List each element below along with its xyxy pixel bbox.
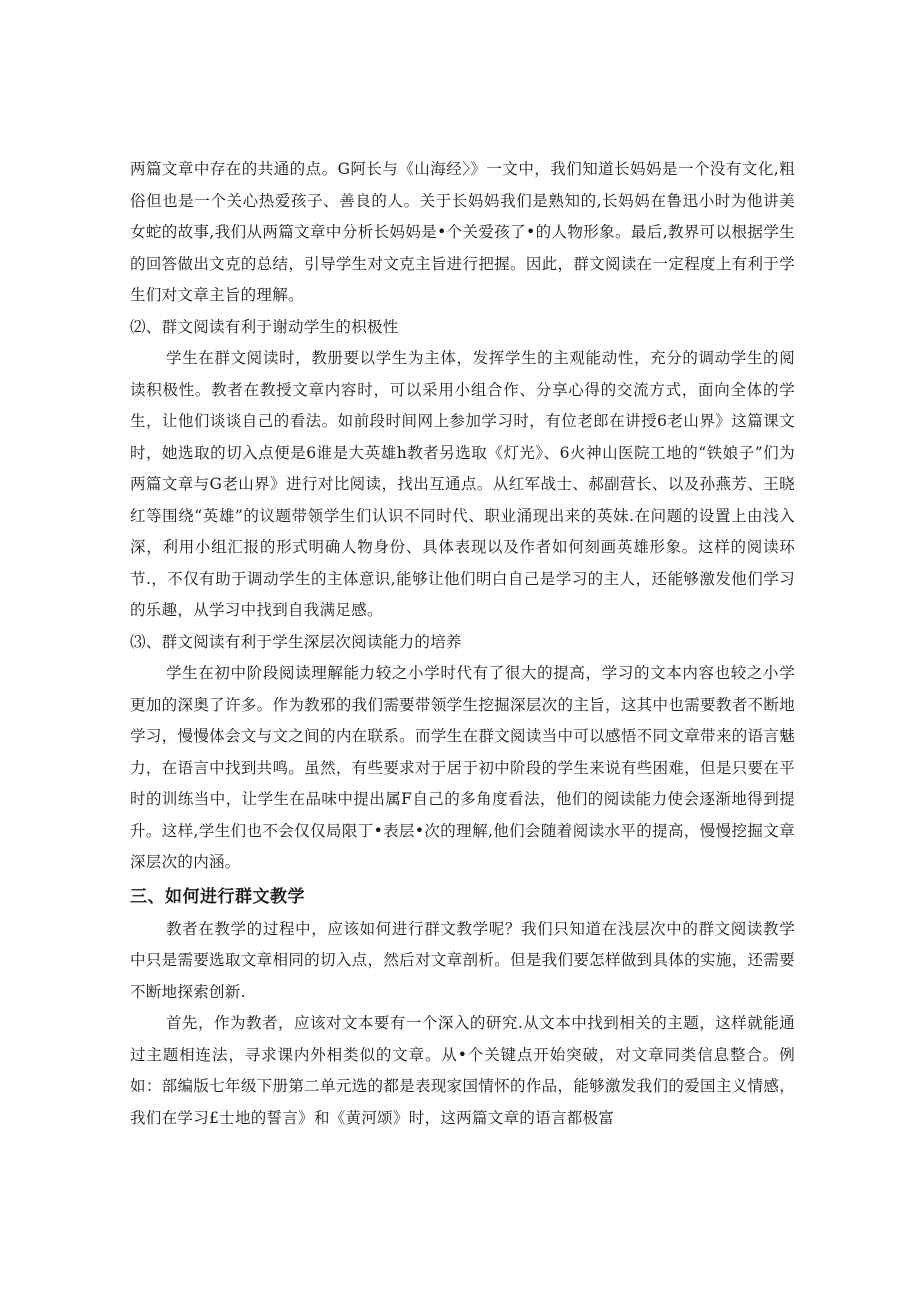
subheading-2: ⑵、群文阅读有利于谢动学生的枳极性: [130, 317, 399, 336]
section-heading: 三、如何进行群文教学: [130, 886, 305, 907]
paragraph-4: 教者在教学的过程中，应该如何进行群文教学呢？我们只知道在浅层次中的群文阅读教学中只是需要选取文章相同的切入点，然后对文章剖析。但是我们要怎样做到具体的实施，还需要不断地探索创新.: [130, 919, 795, 1001]
paragraph-5: 首先，作为教者，应该对文本要有一个深入的研究.从文本中找到相关的主题，这样就能通过主题相连法，寻求课内外相类似的文章。从•个关键点开始突破，对文章同类信息整合。例如：部编版七年级下册第二单元选的都是表现家国情怀的作品，能够激发我们的爱国主义情感，我们在学习£士地的誓言》和《黄河颂》时，这两篇文章的语言都极富: [130, 1014, 795, 1127]
document-body: [130, 154, 795, 1134]
paragraph-3: 学生在初中阶段阅读理解能力较之小学时代有了很大的提高，学习的文本内容也较之小学更加的深奥了许多。作为教邪的我们需要带领学生挖掘深层次的主旨，这其中也需要教者不断地学习，慢慢体会文与文之间的内在联系。而学生在群文阅读当中可以感悟不同文章带来的语言魅力，在语言中找到共鸣。虽然，有些要求对于居于初中阶段的学生来说有些困难，但是只要在平时的训练当中，让学生在品味中提出属F自己的多角度看法，他们的阅读能力使会逐渐地得到提升。这样,学生们也不会仅仅局限丁•表层•次的理解,他们会随着阅读水平的提高，慢慢挖掘文章深层次的内涵。: [130, 664, 795, 871]
paragraph-2: 学生在群文阅读时，教册要以学生为主体，发挥学生的主观能动性，充分的调动学生的阅读积极性。教者在教授文章内容时，可以采用小组合作、分享心得的交流方式，面向全体的学生，让他们谈谈自己的看法。如前段时间网上参加学习时，有位老郎在讲授6老山界》这篇课文时，她选取的切入点便是6谁是大英雄h教者另选取《灯光》、6火神山医院工地的“铁娘子”们为两篇文章与G老山界》进行对比阅读，找出互通点。从红军战士、郝副营长、以及孙燕芳、王晓红等围绕“英雄”的议题带领学生们认识不同时代、职业涌现出来的英妹.在问题的设置上由浅入深，利用小组汇报的形式明确人物身份、具体表现以及作者如何刻画英雄形象。这样的阅读环节.，不仅有助于调动学生的主体意识,能够让他们明白自己是学习的主人，还能够激发他们学习的乐趣，从学习中找到自我满足感。: [130, 349, 795, 619]
paragraph-1: 两篇文章中存在的共通的点。G阿长与《山海经〉》一文中，我们知道长妈妈是一个没有文化,粗俗但也是一个关心热爱孩子、善良的人。关于长妈妈我们是熟知的,长妈妈在鲁迅小时为他讲美女蛇的故事,我们从两篇文章中分析长妈妈是•个关爱孩了•的人物形象。最后,教界可以根据学生的回答做出文克的总结，引导学生对文克主旨进行把握。因此，群文阅读在一定程度上有利于学生们对文章主旨的理解。: [130, 160, 795, 304]
subheading-3: ⑶、群文阅读有利于学生深层次阅读能力的培养: [130, 632, 462, 651]
